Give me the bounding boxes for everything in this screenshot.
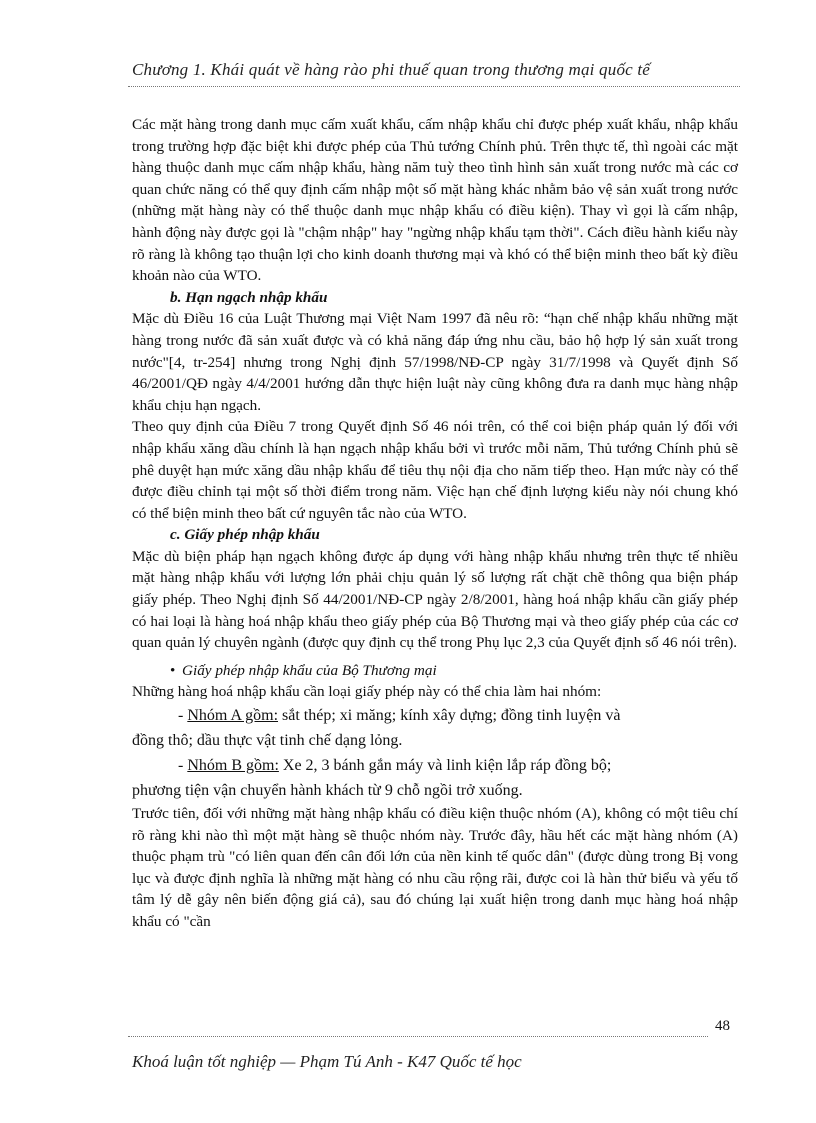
heading-import-quota: b. Hạn ngạch nhập khẩu <box>170 288 328 306</box>
group-a-label: Nhóm A gồm: <box>187 707 279 725</box>
chapter-header: Chương 1. Khái quát về hàng rào phi thuế quan trong thương mại quốc tế <box>132 60 651 79</box>
thesis-footer: Khoá luận tốt nghiệp — Phạm Tú Anh - K47 Quốc tế học <box>132 1052 522 1071</box>
bullet-title: Giấy phép nhập khẩu của Bộ Thương mại <box>182 661 437 679</box>
paragraph-quota-law: Mặc dù Điều 16 của Luật Thương mại Việt Nam 1997 đã nêu rõ: “hạn chế nhập khẩu những mặt hàng trong nước đã sản xuất được và có khả năng đáp ứng nhu cầu, bảo hộ hợp lý sản xuất trong nước"[4, tr-254] nhưng trong Nghị định 57/1998/NĐ-CP ngày 31/7/1998 và Quyết định Số 46/2001/QĐ ngày 4/4/2001 hướng dẫn thực hiện luật này cũng không đưa ra danh mục hàng nhập khẩu chịu hạn ngạch. <box>132 310 738 414</box>
bullet-dot-icon: • <box>170 661 176 679</box>
paragraph-license-overview: Mặc dù biện pháp hạn ngạch không được áp dụng với hàng nhập khẩu nhưng trên thực tế nhiều mặt hàng nhập khẩu với lượng lớn phải chịu quản lý số lượng rất chặt chẽ thông qua biện pháp giấy phép. Theo Nghị định Số 44/2001/NĐ-CP ngày 2/8/2001, hàng hoá nhập khẩu cần giấy phép có hai loại là hàng hoá nhập khẩu theo giấy phép của Bộ Thương mại và theo giấy phép của các cơ quan quản lý chuyên ngành (được quy định cụ thể trong Phụ lục 2,3 của Quyết định số 46 nói trên). <box>132 547 738 652</box>
paragraph-petroleum-quota: Theo quy định của Điều 7 trong Quyết định Số 46 nói trên, có thể coi biện pháp quản lý đối với nhập khẩu xăng dầu chính là hạn ngạch nhập khẩu bởi vì trước mỗi năm, Thủ tướng Chính phủ sẽ phê duyệt hạn mức xăng dầu nhập khẩu để tiêu thụ nội địa cho năm tiếp theo. Hạn mức này có thể được điều chỉnh tại một số thời điểm trong năm. Việc hạn chế định lượng kiểu này nói chung khó có thể biện minh theo bất cứ nguyên tắc nào của WTO. <box>132 418 738 522</box>
group-a-continuation: đồng thô; dầu thực vật tinh chế dạng lỏng. <box>132 732 403 750</box>
paragraph-prohibited-goods: Các mặt hàng trong danh mục cấm xuất khẩu, cấm nhập khẩu chỉ được phép xuất khẩu, nhập khẩu trong trường hợp đặc biệt khi được phép của Thủ tướng Chính phủ. Trên thực tế, thì ngoài các mặt hàng thuộc danh mục cấm nhập khẩu, hàng năm tuỳ theo tình hình sản xuất trong nước mà các cơ quan chức năng có thể quy định cấm nhập một số mặt hàng khác nhằm bảo vệ sản xuất trong nước (những mặt hàng này có thể thuộc danh mục nhập khẩu có điều kiện). Thay vì gọi là cấm nhập, hành động này được gọi là "chậm nhập" hay "ngừng nhập khẩu tạm thời". Cách điều hành kiểu này rõ ràng là không tạo thuận lợi cho kinh doanh thương mại và khó có thể biện minh theo bất kỳ điều khoản nào của WTO. <box>132 116 738 285</box>
page-number: 48 <box>715 1018 730 1034</box>
group-b-label: Nhóm B gồm: <box>187 757 279 775</box>
group-b-text: Xe 2, 3 bánh gắn máy và linh kiện lắp ráp đồng bộ; <box>278 757 612 775</box>
group-b-line: - Nhóm B gồm: Xe 2, 3 bánh gắn máy và linh kiện lắp ráp đồng bộ; <box>178 757 612 775</box>
group-b-continuation: phương tiện vận chuyển hành khách từ 9 chỗ ngồi trở xuống. <box>132 782 523 800</box>
header-rule <box>128 86 740 87</box>
group-a-text: sắt thép; xi măng; kính xây dựng; đồng tinh luyện và <box>278 707 621 725</box>
heading-import-license: c. Giấy phép nhập khẩu <box>170 526 320 544</box>
footer-rule <box>128 1036 708 1037</box>
paragraph-group-a-criteria: Trước tiên, đối với những mặt hàng nhập khẩu có điều kiện thuộc nhóm (A), không có một tiêu chí rõ ràng khi nào thì một mặt hàng sẽ thuộc nhóm này. Trước đây, hầu hết các mặt hàng nhóm (A) thuộc phạm trù "có liên quan đến cân đối lớn của nền kinh tế quốc dân" (được dùng trong Bị vong lục và được định nghĩa là những mặt hàng có nhu cầu rộng rãi, được coi là hàn thử biểu và yếu tố tâm lý dễ gây nên biến động giá cả), sau đó chúng lại xuất hiện trong danh mục hàng hoá nhập khẩu có "cần <box>132 805 738 930</box>
paragraph-two-groups: Những hàng hoá nhập khẩu cần loại giấy phép này có thể chia làm hai nhóm: <box>132 683 602 701</box>
body-text <box>132 114 738 933</box>
group-a-line: - Nhóm A gồm: sắt thép; xi măng; kính xây dựng; đồng tinh luyện và <box>178 707 621 725</box>
bullet-ministry-license <box>132 660 738 682</box>
